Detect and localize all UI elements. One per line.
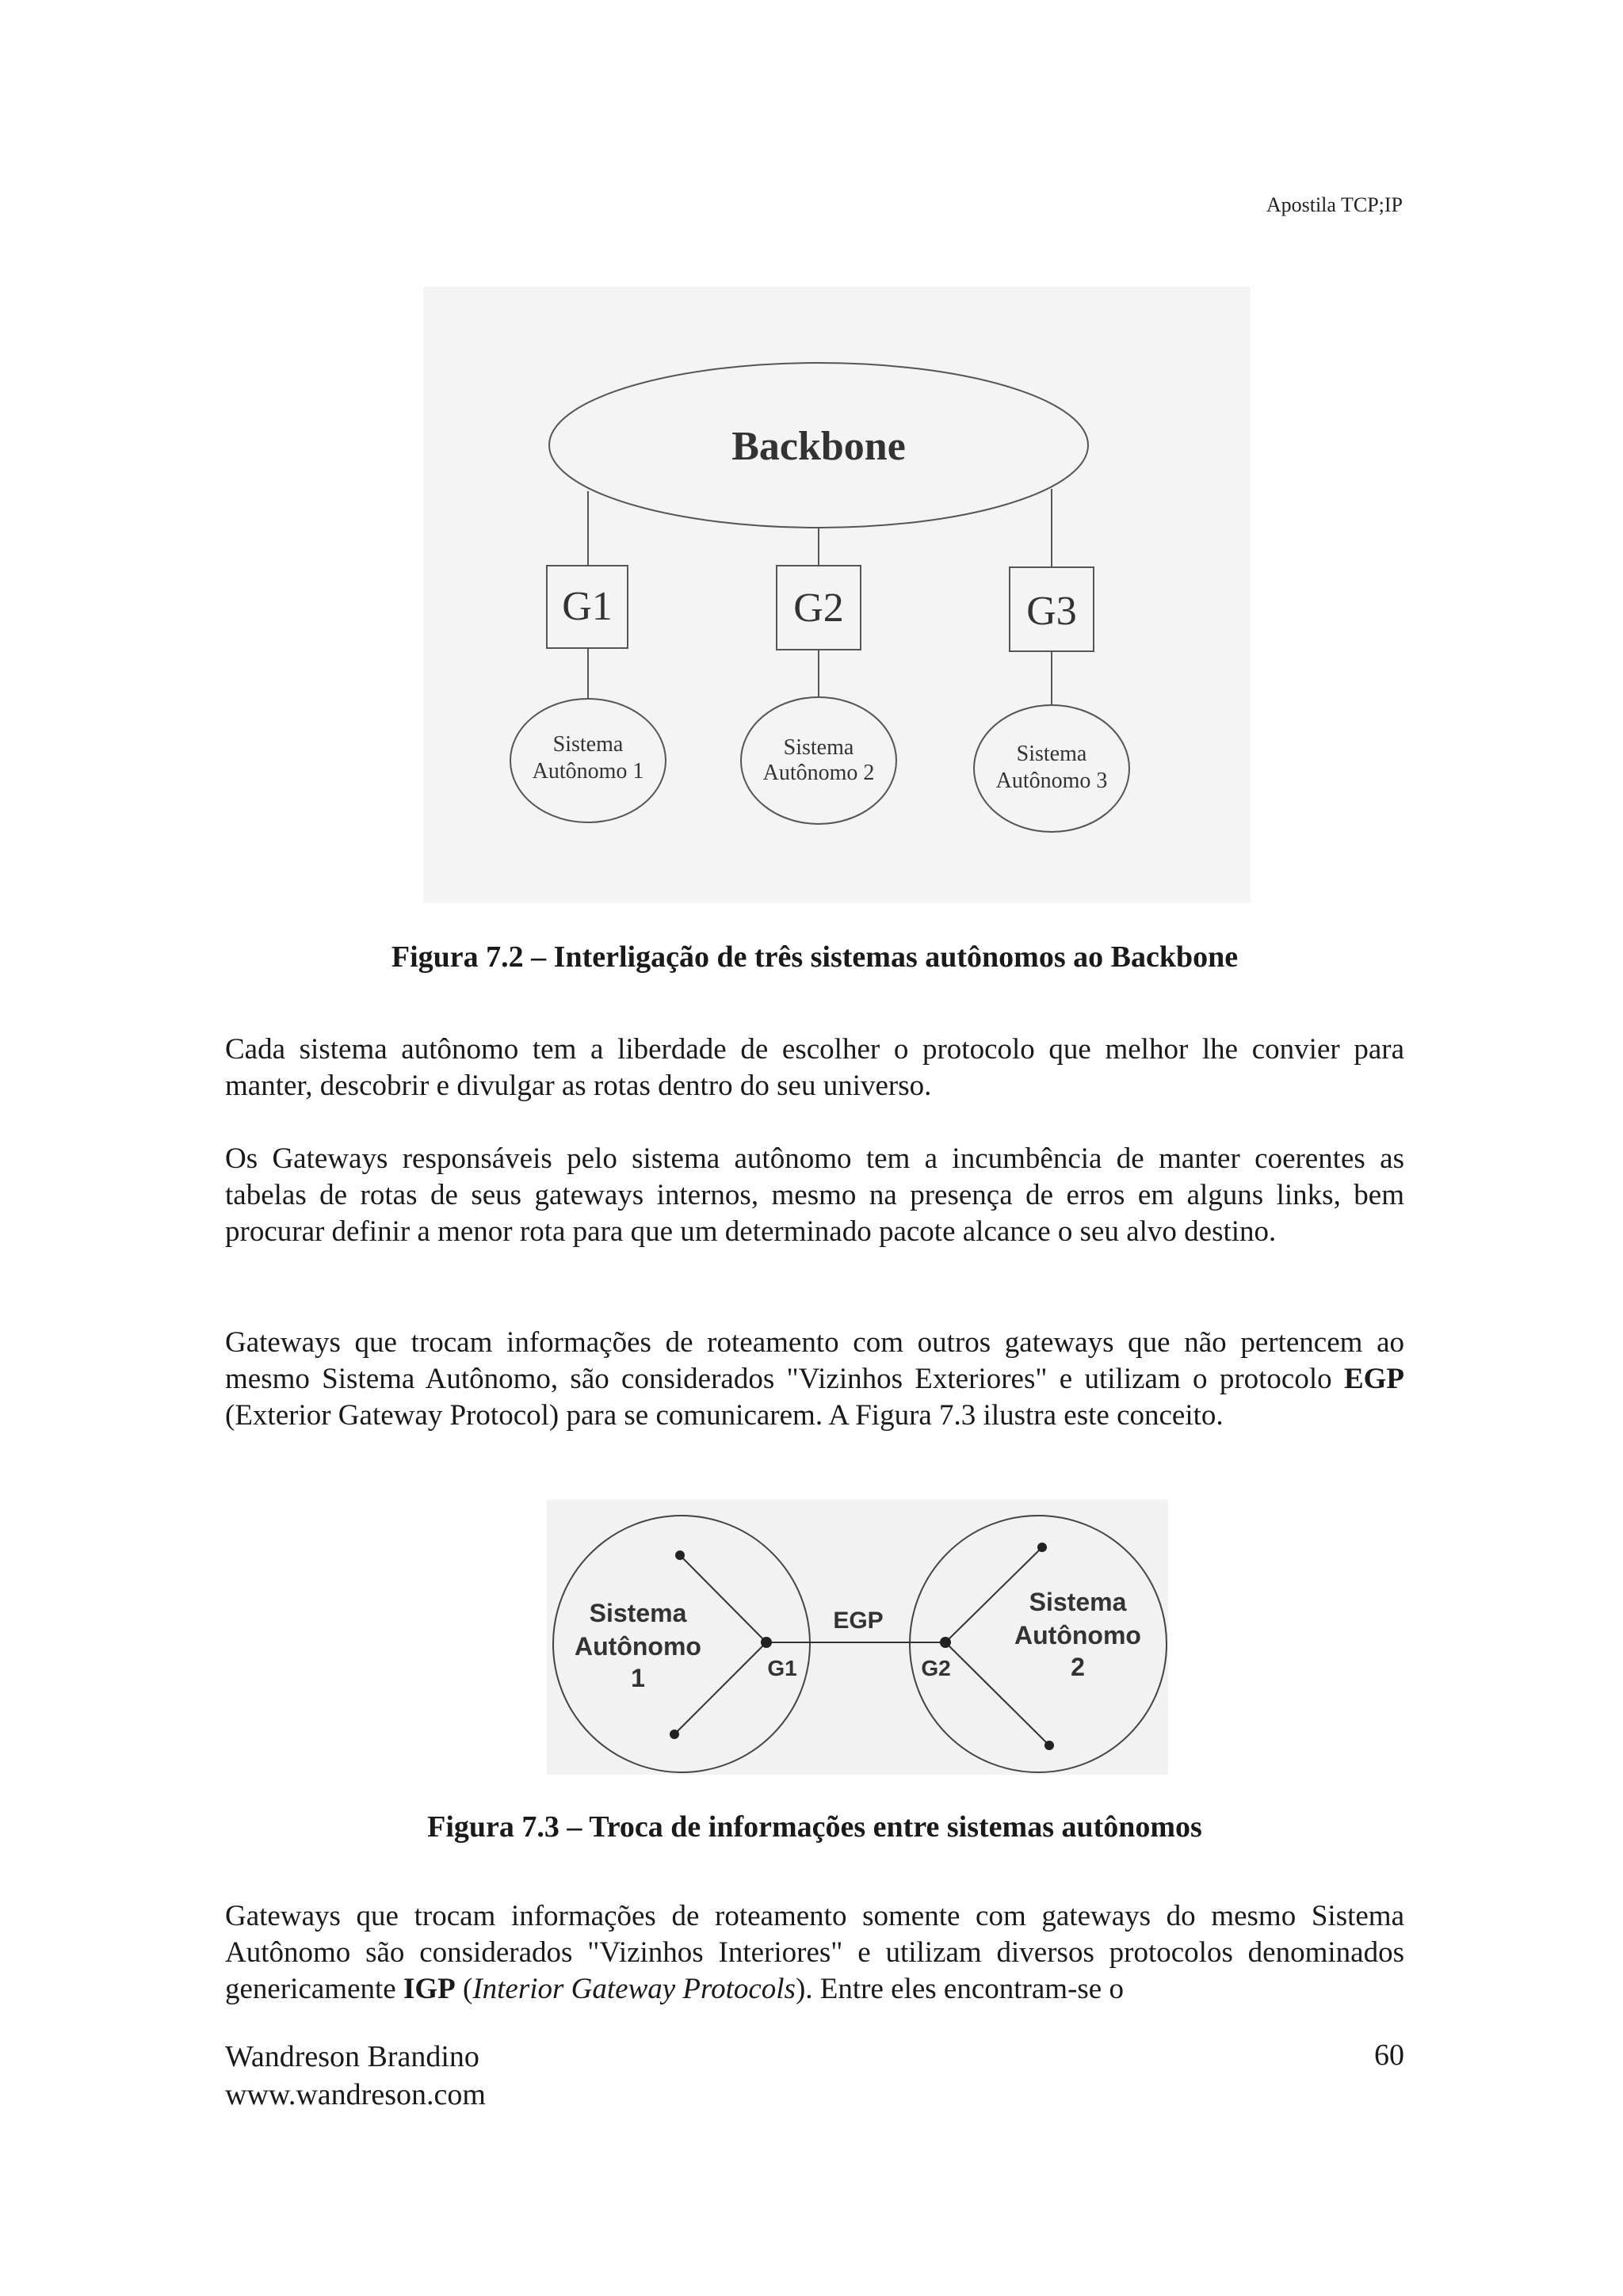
left-system-line2: Autônomo	[575, 1632, 701, 1661]
gateway-g2-node	[940, 1637, 951, 1648]
egp-label: EGP	[833, 1608, 884, 1634]
figure-backbone-diagram	[423, 287, 1251, 903]
paragraph-4-igp: IGP	[403, 1973, 456, 2005]
paragraph-4-text-b: ). Entre eles encontram-se o	[795, 1973, 1124, 2005]
paragraph-3-egp: EGP	[1343, 1363, 1404, 1395]
gateway-g1-node	[761, 1637, 772, 1648]
running-header: Apostila TCP;IP	[1266, 193, 1403, 216]
right-system-line2: Autônomo	[1014, 1621, 1141, 1650]
system-3-line1: Sistema	[1016, 742, 1087, 766]
paragraph-2: Os Gateways responsáveis pelo sistema autônomo tem a incumbência de manter coerentes as tabelas de rotas de seus gateways internos, mesmo na presença de erros em alguns links, bem procurar definir a menor rota para que um determinado pacote alcance o seu alvo destino.	[225, 1142, 1404, 1248]
system-1-line2: Autônomo 1	[532, 759, 644, 784]
paragraph-4-igp-expansion: Interior Gateway Protocols	[472, 1973, 796, 2005]
footer-author: Wandreson Brandino	[225, 2040, 479, 2073]
footer-author-block	[225, 2038, 486, 2114]
left-system-line1: Sistema	[589, 1599, 687, 1627]
system-3-line2: Autônomo 3	[995, 769, 1108, 793]
gateway-g1-label: G1	[562, 584, 613, 629]
gateway-g3-label: G3	[1026, 589, 1077, 634]
system-1-line1: Sistema	[552, 732, 624, 757]
footer-website[interactable]: www.wandreson.com	[225, 2078, 486, 2111]
paragraph-3	[225, 1325, 1404, 1434]
g2-label: G2	[921, 1656, 951, 1680]
right-system-line3: 2	[1071, 1653, 1085, 1681]
right-system-line1: Sistema	[1029, 1588, 1127, 1616]
paragraph-1: Cada sistema autônomo tem a liberdade de escolher o protocolo que melhor lhe convier para manter, descobrir e divulgar as rotas dentro do seu universo.	[225, 1033, 1404, 1102]
system-2-line1: Sistema	[783, 735, 854, 760]
figure-7-3-caption: Figura 7.3 – Troca de informações entre sistemas autônomos	[427, 1810, 1202, 1844]
paragraph-4-text-a: Gateways que trocam informações de roteamento somente com gateways do mesmo Sistema Autônomo são considerados "Vizinhos Interiores" e utilizam diversos protocolos denominados genericamente	[225, 1900, 1404, 2005]
paragraph-4	[225, 1898, 1404, 2008]
paragraph-3-text-b: (Exterior Gateway Protocol) para se comunicarem. A Figura 7.3 ilustra este conceito.	[225, 1399, 1224, 1432]
backbone-label: Backbone	[731, 424, 906, 469]
paragraph-3-text-a: Gateways que trocam informações de roteamento com outros gateways que não pertencem ao mesmo Sistema Autônomo, são considerados "Vizinhos Exteriores" e utilizam o protocolo	[225, 1326, 1404, 1395]
page-number: 60	[1374, 2039, 1404, 2072]
figure-7-2-caption: Figura 7.2 – Interligação de três sistemas autônomos ao Backbone	[391, 940, 1239, 974]
gateway-g2-label: G2	[793, 585, 844, 631]
left-system-line3: 1	[631, 1664, 645, 1692]
paragraph-4-open-paren: (	[455, 1973, 473, 2005]
g1-label: G1	[767, 1656, 797, 1680]
figure-egp-diagram	[547, 1500, 1168, 1775]
system-2-line2: Autônomo 2	[762, 761, 875, 785]
